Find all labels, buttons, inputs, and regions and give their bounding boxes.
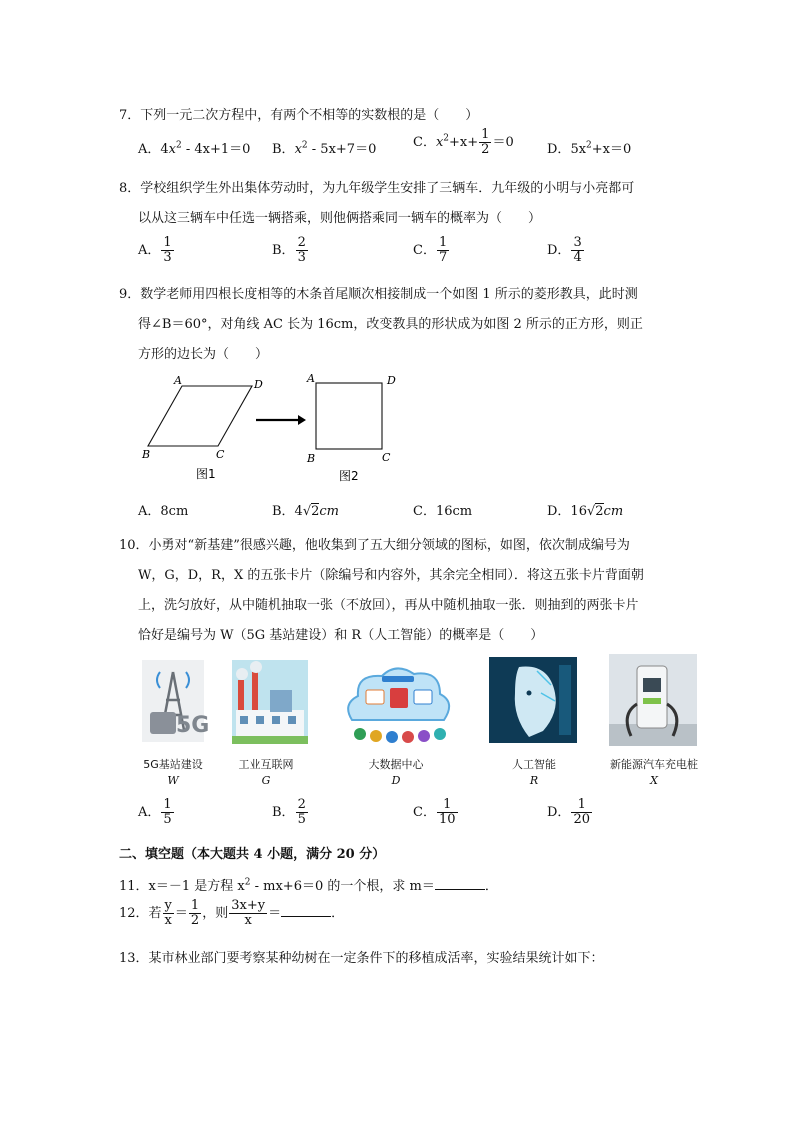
rhombus-label-b: B [142, 448, 151, 461]
q7-stem: 7．下列一元二次方程中，有两个不相等的实数根的是（ ） [119, 108, 479, 123]
card-code-g: G [261, 774, 271, 787]
q9-line3: 方形的边长为（ ） [138, 347, 269, 362]
fraction: $\frac{1}{10}$ [438, 797, 456, 827]
fig1-caption: 图1 [196, 467, 216, 481]
square-figure [316, 383, 382, 449]
fraction: $\frac{3}{4}$ [573, 235, 582, 265]
square-label-d: D [387, 374, 396, 387]
option-label: A． [138, 142, 161, 157]
card-caption-ai: 人工智能 [512, 758, 556, 771]
option-label: B． [272, 142, 295, 157]
q10-line1: 10．小勇对“新基建”很感兴趣，他收集到了五大细分领域的图标，如图，依次制成编号为 [119, 538, 630, 553]
q10-line2: W，G，D，R，X 的五张卡片（除编号和内容外，其余完全相同）．将这五张卡片背面朝 [138, 568, 644, 583]
card-ai-image [489, 657, 577, 743]
q11: 11．x＝－1 是方程 $x^2 - mx+6=0$ 的一个根，求 m＝ ． [119, 877, 498, 894]
q9-line2: 得∠B＝60°，对角线 AC 长为 16cm，改变教具的形状成为如图 2 所示的正方形，则正 [138, 317, 643, 332]
q10-option-d: D． $\frac{1}{20}$ [547, 797, 590, 827]
card-code-w: W [167, 774, 179, 787]
fraction: $\frac{1}{2}$ [190, 898, 200, 928]
sqrt-icon: √ [586, 504, 596, 519]
q13-stem: 13．某市林业部门要考察某种幼树在一定条件下的移植成活率，实验结果统计如下： [119, 951, 604, 966]
sqrt-icon: √ [302, 504, 312, 519]
q8-line1: 8．学校组织学生外出集体劳动时，为九年级学生安排了三辆车．九年级的小明与小亮都可 [119, 181, 635, 196]
q9-option-a: A．8cm [138, 504, 189, 519]
fraction: $\frac{1}{3}$ [163, 235, 172, 265]
q7-option-c: C．$x^2+x+$ $\frac{1}{2}$ ＝0 [413, 127, 514, 157]
q8-option-b: B． $\frac{2}{3}$ [272, 235, 306, 265]
card-code-x: X [650, 774, 658, 787]
q9-figures [130, 368, 420, 488]
square-label-b: B [307, 452, 316, 465]
card-caption-ev: 新能源汽车充电桩 [610, 758, 698, 771]
answer-blank[interactable] [281, 904, 331, 917]
card-code-r: R [529, 774, 539, 787]
q8-option-d: D． $\frac{3}{4}$ [547, 235, 582, 265]
fraction: $\frac{2}{5}$ [297, 797, 306, 827]
rhombus-label-c: C [216, 448, 225, 461]
card-caption-bigdata: 大数据中心 [368, 758, 424, 771]
q9-option-b: B．4√2cm [272, 504, 340, 519]
square-label-c: C [382, 451, 391, 464]
q12: 12．若 $\frac{y}{x}$ ＝ $\frac{1}{2}$ ，则 $\frac{3x+y}{x}$ ＝ ． [119, 898, 345, 928]
card-code-d: D [391, 774, 401, 787]
q7-option-b: B．$x^2 - 5x+7=0$ [272, 140, 377, 157]
card-industry-image [232, 660, 308, 744]
square-label-a: A [307, 372, 315, 385]
fraction: $\frac{1}{5}$ [163, 797, 172, 827]
arrow-head-icon [298, 415, 306, 425]
card-5g-image [142, 660, 210, 742]
svg-text:5G: 5G [176, 713, 210, 738]
q9-line1: 9．数学老师用四根长度相等的木条首尾顺次相接制成一个如图 1 所示的菱形教具，此时测 [119, 287, 638, 302]
q9-option-d: D．16√2cm [547, 504, 624, 519]
fraction: $\frac{2}{3}$ [297, 235, 306, 265]
q10-option-c: C． $\frac{1}{10}$ [413, 797, 456, 827]
fraction: $\frac{1}{7}$ [438, 235, 448, 265]
rhombus-figure [148, 386, 252, 446]
option-label: C． [413, 135, 436, 150]
q8-line2: 以从这三辆车中任选一辆搭乘，则他俩搭乘同一辆车的概率为（ ） [138, 211, 542, 226]
answer-blank[interactable] [435, 877, 485, 890]
fraction: $\frac{1}{2}$ [481, 127, 490, 157]
q7-option-d: D．$5x^2+x=0$ [547, 140, 632, 157]
card-ev-charger-image [609, 654, 697, 746]
section-title: 二、填空题（本大题共 4 小题，满分 20 分） [119, 847, 386, 862]
fig2-caption: 图2 [339, 469, 359, 483]
q9-option-c: C．16cm [413, 504, 473, 519]
q7-option-a: A．$4x^2 - 4x+1=0$ [138, 140, 251, 157]
fraction: $\frac{3x+y}{x}$ [231, 898, 266, 928]
card-bigdata-image [340, 660, 456, 746]
card-caption-industry: 工业互联网 [238, 758, 294, 771]
option-label: D． [547, 142, 571, 157]
q10-option-a: A． $\frac{1}{5}$ [138, 797, 172, 827]
q8-option-a: A． $\frac{1}{3}$ [138, 235, 172, 265]
q10-line3: 上，洗匀放好，从中随机抽取一张（不放回），再从中随机抽取一张．则抽到的两张卡片 [138, 598, 639, 613]
fraction: $\frac{1}{20}$ [573, 797, 590, 827]
q10-line4: 恰好是编号为 W（5G 基站建设）和 R（人工智能）的概率是（ ） [138, 628, 544, 643]
q8-option-c: C． $\frac{1}{7}$ [413, 235, 448, 265]
rhombus-label-a: A [174, 374, 182, 387]
card-caption-5g: 5G基站建设 [143, 758, 203, 771]
fraction: $\frac{y}{x}$ [164, 898, 172, 928]
rhombus-label-d: D [254, 378, 263, 391]
q10-option-b: B． $\frac{2}{5}$ [272, 797, 306, 827]
